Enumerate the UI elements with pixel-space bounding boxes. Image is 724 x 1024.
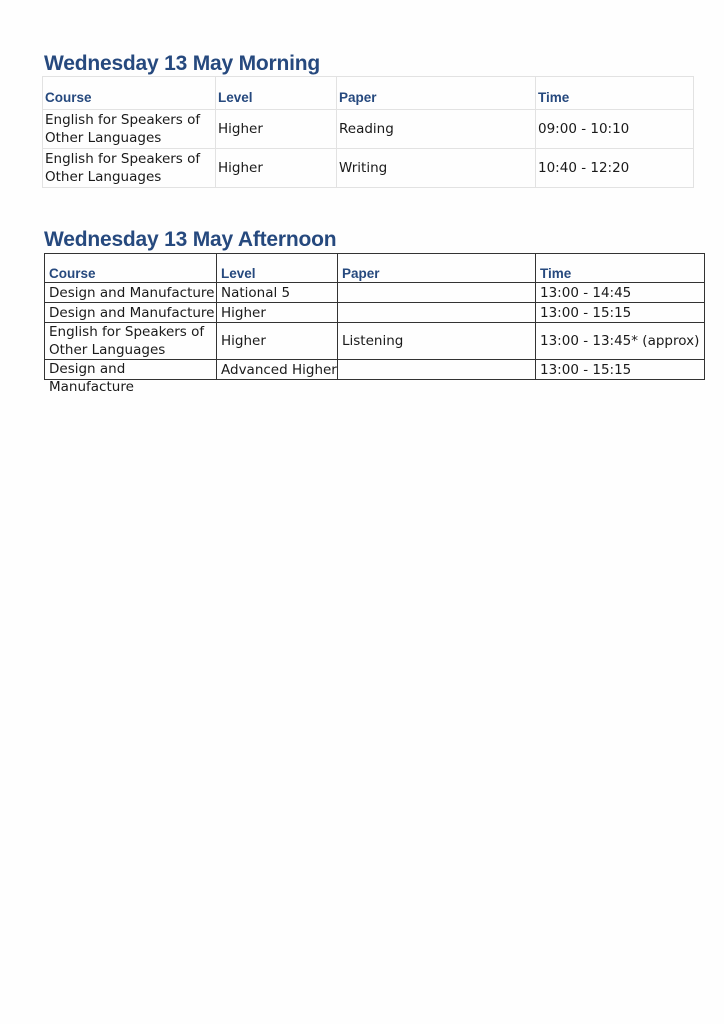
time-cell: 09:00 - 10:10: [536, 110, 694, 149]
course-cell: English for Speakers of Other Languages: [43, 110, 216, 149]
table-row: [43, 149, 694, 188]
table-header-row: [43, 77, 694, 110]
column-header-paper: Paper: [338, 254, 536, 283]
paper-cell: Reading: [337, 110, 536, 149]
afternoon-timetable: [44, 253, 705, 395]
column-header-time: Time: [536, 77, 694, 110]
paper-cell: Listening: [338, 323, 536, 360]
course-cell: Design and Manufacture: [45, 283, 217, 303]
table-row: [45, 283, 705, 303]
level-cell: Higher: [217, 303, 338, 323]
level-cell: Advanced Higher: [217, 360, 338, 380]
table-row: [45, 360, 705, 380]
course-cell: Design and Manufacture: [45, 303, 217, 323]
paper-cell: [338, 283, 536, 303]
time-cell: 10:40 - 12:20: [536, 149, 694, 188]
table-header-row: [45, 254, 705, 283]
level-cell: Higher: [216, 149, 337, 188]
paper-cell: Writing: [337, 149, 536, 188]
paper-cell: [338, 303, 536, 323]
course-cell: [45, 360, 217, 395]
morning-timetable: [42, 76, 694, 188]
level-cell: National 5: [217, 283, 338, 303]
time-cell: 13:00 - 15:15: [536, 360, 705, 380]
table-row: [45, 323, 705, 360]
level-cell: Higher: [217, 323, 338, 360]
afternoon-section-title: Wednesday 13 May Afternoon: [44, 228, 337, 251]
time-cell: 13:00 - 14:45: [536, 283, 705, 303]
course-cell-text: Design and Manufacture: [49, 361, 134, 395]
paper-cell: [338, 360, 536, 380]
column-header-paper: Paper: [337, 77, 536, 110]
column-header-time: Time: [536, 254, 705, 283]
table-row: [45, 303, 705, 323]
column-header-course: Course: [45, 254, 217, 283]
course-cell: English for Speakers of Other Languages: [45, 323, 217, 360]
time-cell: 13:00 - 13:45* (approx): [536, 323, 705, 360]
level-cell: Higher: [216, 110, 337, 149]
time-cell: 13:00 - 15:15: [536, 303, 705, 323]
course-cell: English for Speakers of Other Languages: [43, 149, 216, 188]
morning-section-title: Wednesday 13 May Morning: [44, 52, 321, 75]
column-header-course: Course: [43, 77, 216, 110]
table-row: [43, 110, 694, 149]
column-header-level: Level: [216, 77, 337, 110]
column-header-level: Level: [217, 254, 338, 283]
